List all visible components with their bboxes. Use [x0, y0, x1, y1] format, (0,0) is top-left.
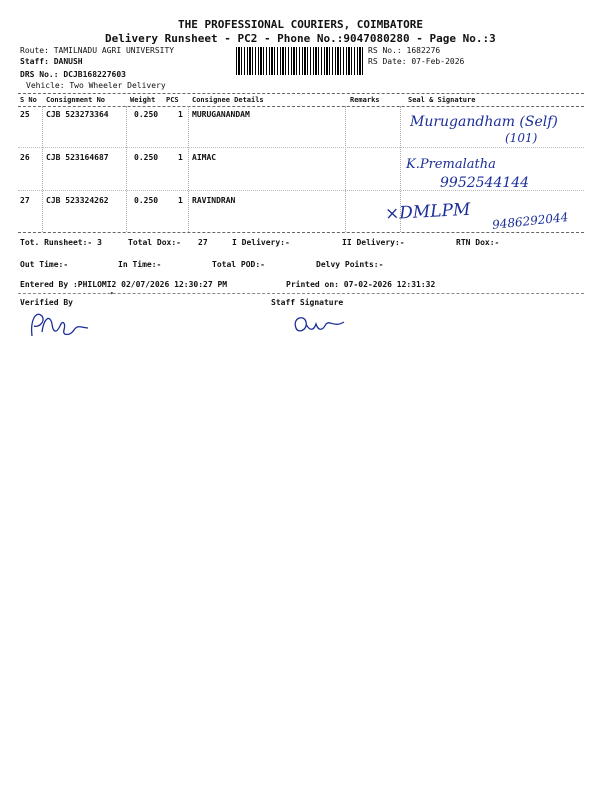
total-pod: Total POD:-: [212, 260, 265, 269]
row-pcs: 1: [178, 196, 183, 205]
barcode-image: [236, 47, 364, 75]
column-separator: [188, 106, 189, 232]
col-remarks: Remarks: [350, 96, 380, 104]
stray-mark: ▾: [110, 290, 114, 297]
row-consignee: MURUGANANDAM: [192, 110, 250, 119]
divider: [18, 106, 584, 107]
row-sno: 27: [20, 196, 30, 205]
handwritten-phone: 9486292044: [491, 210, 569, 232]
col-seal-signature: Seal & Signature: [408, 96, 476, 104]
route-label: Route: TAMILNADU AGRI UNIVERSITY: [20, 46, 175, 55]
row-pcs: 1: [178, 153, 183, 162]
drs-label: DRS No.: DCJB168227603: [20, 70, 126, 79]
handwritten-signature: ×DMLPM: [384, 199, 471, 225]
ii-delivery: II Delivery:-: [342, 238, 405, 247]
row-sno: 26: [20, 153, 30, 162]
verified-by-label: Verified By: [20, 298, 73, 307]
vehicle-label: Vehicle: Two Wheeler Delivery: [26, 81, 166, 90]
row-consignee: RAVINDRAN: [192, 196, 236, 205]
total-dox-value: 27: [198, 238, 208, 247]
handwritten-signature: K.Premalatha: [406, 157, 496, 172]
divider: [18, 93, 584, 94]
runsheet-subtitle: Delivery Runsheet - PC2 - Phone No.:9047080280 - Page No.:3: [105, 32, 496, 45]
row-consignment: CJB 523273364: [46, 110, 109, 119]
handwritten-phone: 9952544144: [440, 175, 530, 191]
in-time: In Time:-: [118, 260, 162, 269]
company-title: THE PROFESSIONAL COURIERS, COIMBATORE: [178, 18, 424, 31]
row-consignment: CJB 523164687: [46, 153, 109, 162]
row-weight: 0.250: [134, 196, 159, 205]
i-delivery: I Delivery:-: [232, 238, 290, 247]
staff-signature-image: [290, 310, 350, 340]
rtn-dox: RTN Dox:-: [456, 238, 500, 247]
col-weight: Weight: [130, 96, 156, 104]
rs-number: RS No.: 1682276: [368, 46, 441, 55]
entered-by: Entered By :PHILOMI2 02/07/2026 12:30:27 PM: [20, 280, 228, 289]
column-separator: [126, 106, 127, 232]
tot-runsheet: Tot. Runsheet:- 3: [20, 238, 102, 247]
column-separator: [345, 106, 346, 232]
col-consignee: Consignee Details: [192, 96, 264, 104]
verifier-signature-image: [26, 306, 96, 342]
rs-date: RS Date: 07-Feb-2026: [368, 57, 465, 66]
col-sno: S No: [20, 96, 37, 104]
handwritten-note: (101): [505, 131, 538, 145]
row-consignment: CJB 523324262: [46, 196, 109, 205]
divider: [18, 293, 584, 294]
staff-signature-label: Staff Signature: [271, 298, 344, 307]
delvy-points: Delvy Points:-: [316, 260, 384, 269]
row-sno: 25: [20, 110, 30, 119]
total-dox-label: Total Dox:-: [128, 238, 181, 247]
row-pcs: 1: [178, 110, 183, 119]
staff-label: Staff: DANUSH: [20, 57, 83, 66]
handwritten-signature: Murugandham (Self): [410, 114, 558, 130]
divider: [18, 232, 584, 233]
row-weight: 0.250: [134, 153, 159, 162]
col-consignment: Consignment No: [46, 96, 106, 104]
col-pcs: PCS: [166, 96, 179, 104]
row-consignee: AIMAC: [192, 153, 217, 162]
row-divider: [18, 147, 584, 148]
row-weight: 0.250: [134, 110, 159, 119]
column-separator: [42, 106, 43, 232]
out-time: Out Time:-: [20, 260, 69, 269]
printed-on: Printed on: 07-02-2026 12:31:32: [286, 280, 436, 289]
